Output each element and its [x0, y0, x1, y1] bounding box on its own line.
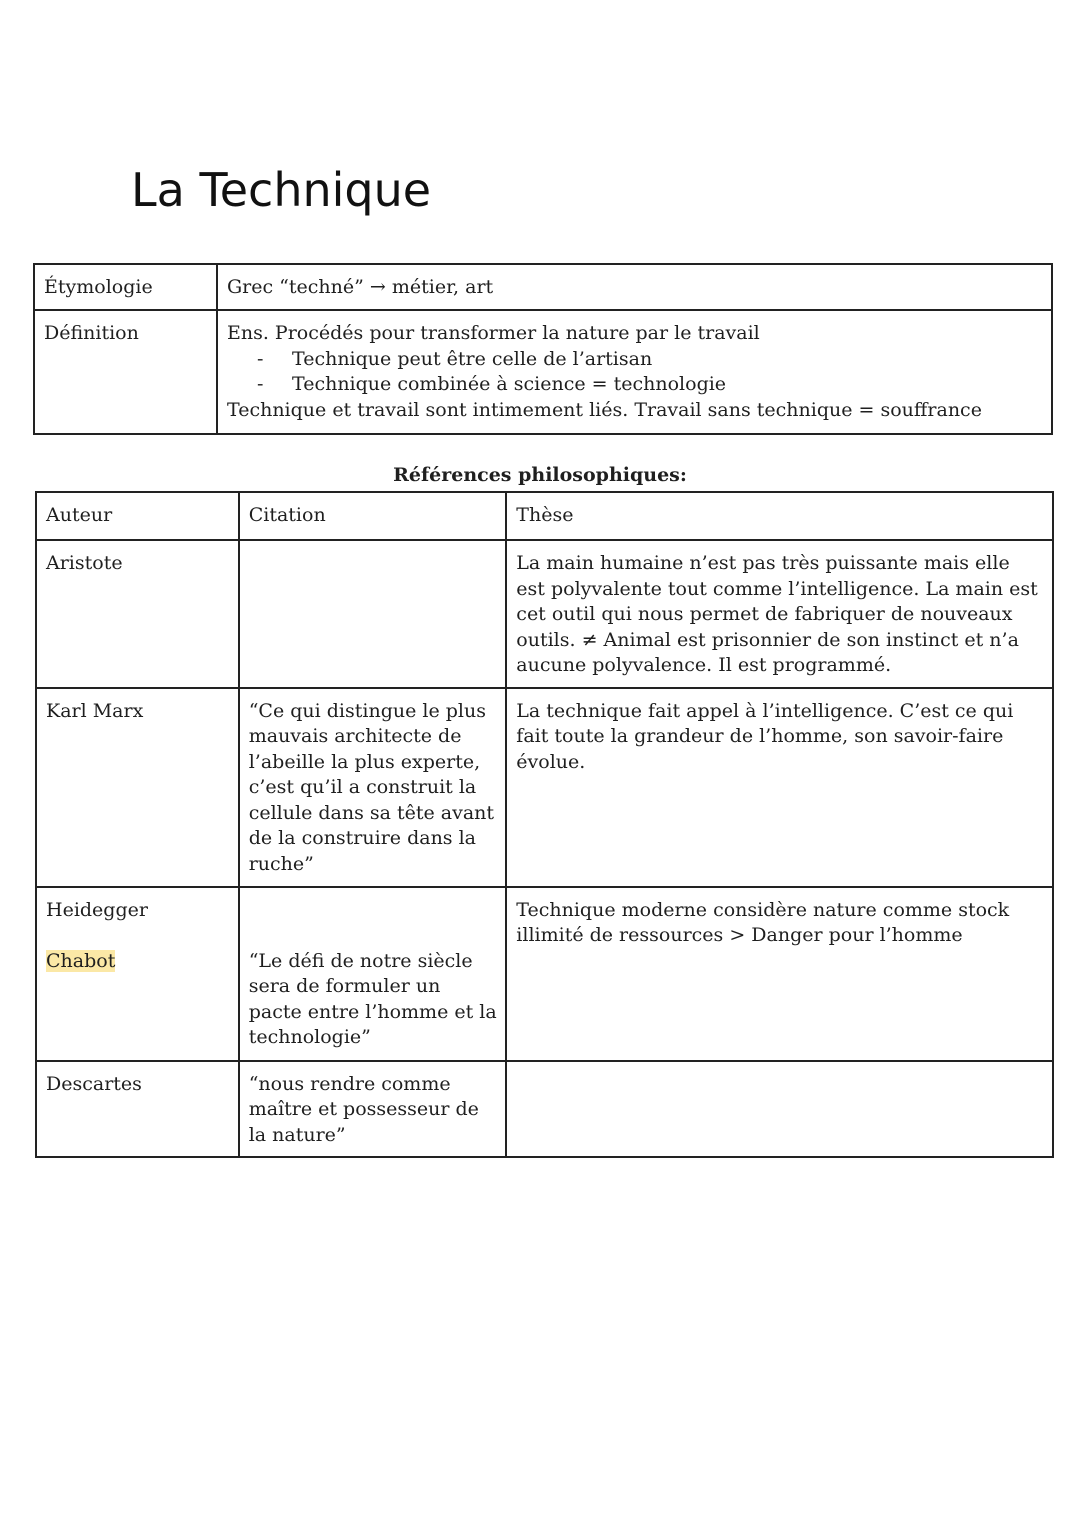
reference-these: La main humaine n’est pas très puissante mais elle est polyvalente tout comme l’intelligence. La main est cet outil qui nous permet de fabriquer de nouveaux outils. ≠ Animal est prisonnier de son instinct et n’a aucune polyvalence. Il est programmé.: [506, 540, 1053, 688]
definition-label: Définition: [34, 310, 217, 434]
reference-citation: [239, 887, 507, 1061]
etymology-value: Grec “techné” → métier, art: [217, 264, 1052, 310]
reference-auteur: [36, 887, 239, 1061]
reference-these: Technique moderne considère nature comme stock illimité de ressources > Danger pour l’homme: [506, 887, 1053, 1061]
references-table: [35, 491, 1054, 1158]
reference-citation: [239, 540, 507, 688]
etymology-row: [34, 264, 1052, 310]
reference-auteur: Descartes: [36, 1061, 239, 1158]
reference-auteur: Aristote: [36, 540, 239, 688]
definition-line: Ens. Procédés pour transformer la nature par le travail: [227, 322, 760, 344]
definition-line: Technique et travail sont intimement liés. Travail sans technique = souffrance: [227, 398, 982, 421]
definition-bullet-text: Technique peut être celle de l’artisan: [292, 347, 653, 370]
definition-bullet-text: Technique combinée à science = technologie: [292, 373, 727, 395]
reference-citation: “nous rendre comme maître et possesseur de la nature”: [239, 1061, 507, 1158]
definition-value: [217, 310, 1052, 434]
definition-bullet: [227, 372, 1043, 398]
reference-auteur-highlighted: Chabot: [46, 950, 116, 972]
reference-row-aristote: [36, 540, 1053, 688]
references-header-row: [36, 492, 1053, 540]
header-auteur: Auteur: [36, 492, 239, 540]
page-title: La Technique: [131, 163, 432, 217]
reference-auteur-primary: Heidegger: [46, 898, 148, 921]
header-these: Thèse: [506, 492, 1053, 540]
definition-row: [34, 310, 1052, 434]
reference-citation-text: “Le défi de notre siècle sera de formuler un pacte entre l’homme et la technologie”: [248, 949, 497, 1048]
reference-row-marx: [36, 688, 1053, 887]
overview-table: [33, 263, 1053, 435]
reference-these: La technique fait appel à l’intelligence. C’est ce qui fait toute la grandeur de l’homme, son savoir-faire évolue.: [506, 688, 1053, 887]
bullet-dash: -: [257, 373, 264, 395]
reference-row-heidegger: [36, 887, 1053, 1061]
reference-these: [506, 1061, 1053, 1158]
reference-citation: “Ce qui distingue le plus mauvais architecte de l’abeille la plus experte, c’est qu’il a construit la cellule dans sa tête avant de la construire dans la ruche”: [239, 688, 507, 887]
header-citation: Citation: [239, 492, 507, 540]
etymology-label: Étymologie: [34, 264, 217, 310]
reference-row-descartes: [36, 1061, 1053, 1158]
definition-bullet: [227, 347, 1043, 373]
references-heading: Références philosophiques:: [393, 464, 687, 486]
reference-auteur: Karl Marx: [36, 688, 239, 887]
bullet-dash: -: [257, 347, 264, 370]
